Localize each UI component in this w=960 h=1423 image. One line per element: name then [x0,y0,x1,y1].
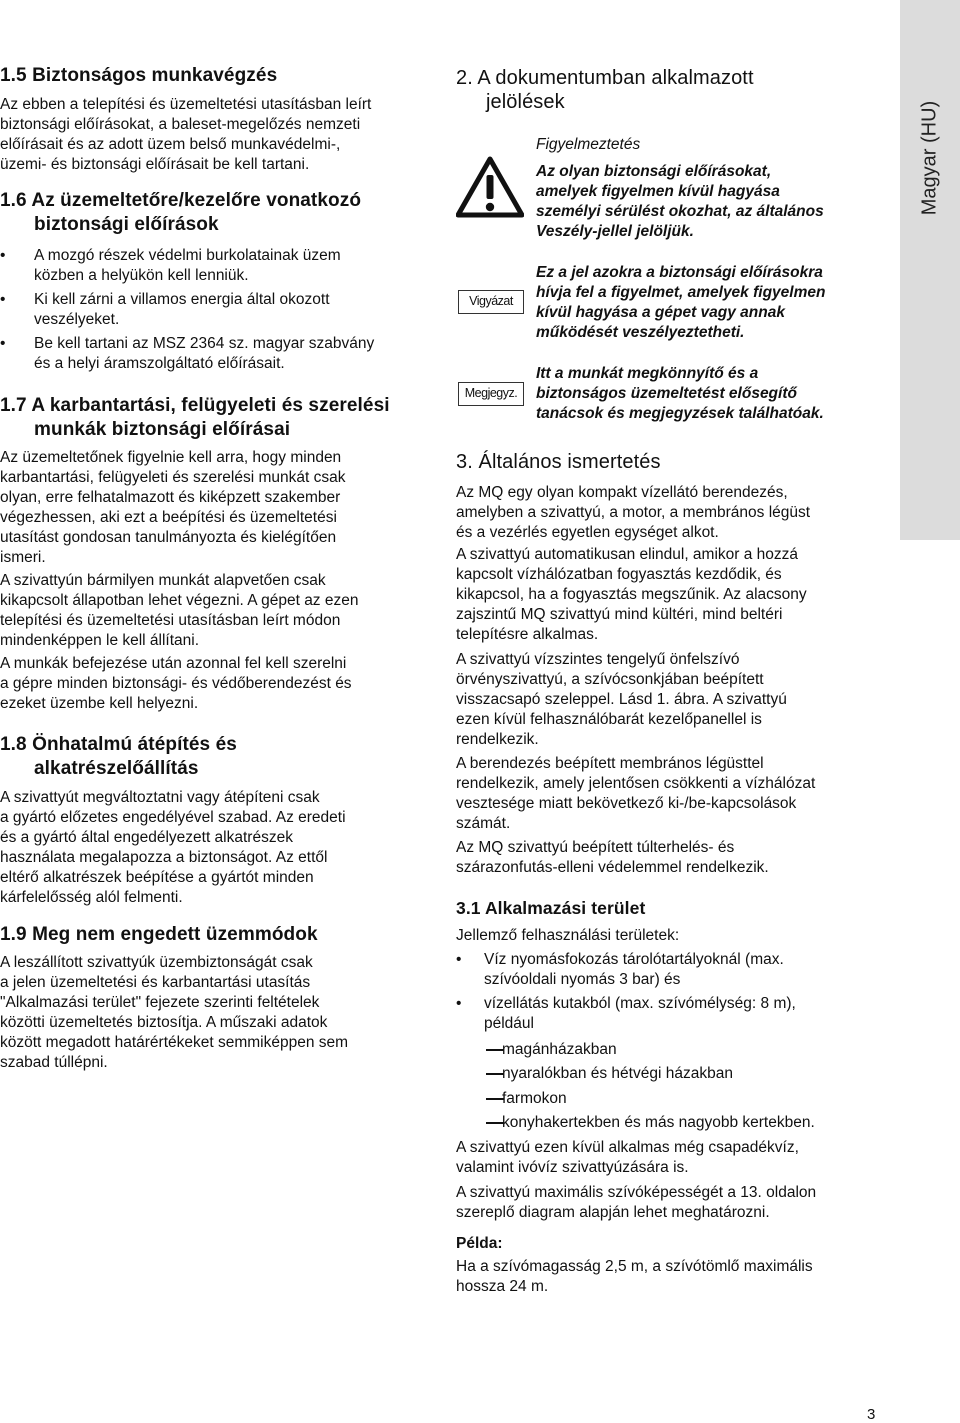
text-line: Az olyan biztonsági előírásokat, [536,163,772,180]
page-number: 3 [867,1406,876,1423]
text-line: telepítésre alkalmas. [456,626,599,643]
text-line: például [484,1015,534,1032]
bullet-dot: • [0,291,6,308]
title-line: munkák biztonsági előírásai [34,419,291,440]
section-3-1-intro: Jellemző felhasználási területek: [456,927,680,944]
text-line: mindenképpen le kell állítani. [0,632,200,649]
text-line: vízellátás kutakból (max. szívómélység: 8 m), [484,995,796,1012]
warning-text [536,162,824,242]
title-line: biztonsági előírások [34,214,219,235]
bullet-dot: • [0,335,6,352]
caution-label-box: Vigyázat [458,290,524,314]
section-1-8-title [0,733,237,781]
bullet-item [456,950,896,990]
section-3-1-title: 3.1 Alkalmazási terület [456,898,646,918]
title-line: 1.6 Az üzemeltetőre/kezelőre vonatkozó [0,190,362,211]
text-line: A szivattyú maximális szívóképességét a 13. oldalon [456,1184,817,1201]
text-line: utasítást gondosan tanulmányozta és kielégítően [0,529,337,546]
text-line: tanácsok és megjegyzések találhatóak. [536,405,824,422]
warning-title: Figyelmeztetés [536,136,641,153]
text-line: között megadott határértékeket semmiképpen sem [0,1034,349,1051]
text-line: a gyártó előzetes engedélyével szabad. Az eredeti [0,809,346,826]
title-line: jelölések [486,91,565,113]
text-line: A szivattyún bármilyen munkát alapvetően csak [0,572,326,589]
section-3-1-paragraph-1 [456,1138,799,1178]
dash-item [486,1089,886,1109]
dash-item-label: farmokon [502,1090,567,1107]
note-text [536,364,824,424]
text-line: Ha a szívómagasság 2,5 m, a szívótömlő maximális [456,1258,813,1275]
text-line: Az MQ szivattyú beépített túlterhelés- és [456,839,735,856]
text-line: közötti üzemeltetés biztosítja. A műszaki adatok [0,1014,328,1031]
text-line: A leszállított szivattyúk üzembiztonságát csak [0,954,313,971]
bullet-item [0,290,415,330]
section-3-paragraph-3 [456,650,787,750]
language-tab-label: Magyar (HU) [918,100,941,216]
text-line: kapcsolt vízhálózatban fogyasztás kezdődik, és [456,566,782,583]
text-line: telepítési és üzemeltetési utasításban leírt módon [0,612,341,629]
section-3-paragraph-5 [456,838,769,878]
text-line: zajszintű MQ szivattyú mind kültéri, mind beltéri [456,606,783,623]
text-line: amelyben a szivattyú, a motor, a membrános légüst [456,504,811,521]
section-3-paragraph-1 [456,483,810,543]
dash-item [486,1113,886,1133]
section-3-paragraph-4 [456,754,815,834]
text-line: szereplő diagram alapján lehet meghatározni. [456,1204,770,1221]
text-line: "Alkalmazási terület" fejezete szerinti feltételek [0,994,320,1011]
text-line: rendelkezik, amely jelentősen csökkenti a vízhálózat [456,775,816,792]
section-1-8-body [0,788,346,908]
text-line: veszélyeket. [34,311,120,328]
text-line: Be kell tartani az MSZ 2364 sz. magyar szabvány [34,335,375,352]
text-line: karbantartási, felügyeleti és szerelési munkát csak [0,469,346,486]
bullet-item [0,334,415,374]
section-1-7-title [0,394,390,442]
note-label-box: Megjegyz. [458,382,524,406]
text-line: kívül hagyása a gépet vagy annak [536,304,785,321]
dash-item [486,1064,886,1084]
dash-item-label: magánházakban [502,1041,617,1058]
title-line: 2. A dokumentumban alkalmazott [456,67,754,89]
bullet-dot: • [456,951,462,968]
text-line: A szivattyú vízszintes tengelyű önfelszívó [456,651,740,668]
text-line: Az MQ egy olyan kompakt vízellátó berendezés, [456,484,788,501]
text-line: ezeket üzembe kell helyezni. [0,695,199,712]
text-line: visszacsapó szeleppel. Lásd 1. ábra. A szivattyú [456,691,787,708]
warning-triangle-icon [456,156,524,218]
text-line: A berendezés beépített membrános légüsttel [456,755,764,772]
text-line: valamint ivóvíz szivattyúzására is. [456,1159,689,1176]
section-1-7-paragraph-3 [0,654,352,714]
text-line: Az ebben a telepítési és üzemeltetési utasításban leírt [0,96,372,113]
text-line: Ki kell zárni a villamos energia által okozott [34,291,330,308]
text-line: személyi sérülést okozhat, az általános [536,203,824,220]
section-1-9-title: 1.9 Meg nem engedett üzemmódok [0,924,318,945]
text-line: és a gyártó által engedélyezett alkatrészek [0,829,293,846]
text-line: kikapcsol, ha a fogyasztás megszűnik. Az alacsony [456,586,807,603]
dash-item [486,1040,886,1060]
text-line: amelyek figyelmen kívül hagyása [536,183,780,200]
text-line: előírásait és az adott üzem belső munkavédelmi-, [0,136,341,153]
text-line: ismeri. [0,549,46,566]
text-line: rendelkezik. [456,731,539,748]
text-line: A munkák befejezése után azonnal fel kell szerelni [0,655,347,672]
section-3-title: 3. Általános ismertetés [456,451,661,473]
text-line: vesztesége miatt bekövetkező ki-/be-kapcsolások [456,795,797,812]
bullet-dot: • [456,995,462,1012]
title-line: 1.7 A karbantartási, felügyeleti és szerelési [0,395,390,416]
section-1-9-body [0,953,348,1073]
bullet-item [456,994,896,1034]
text-line: szívóoldali nyomás 3 bar) és [484,971,681,988]
text-line: számát. [456,815,511,832]
section-1-5-title: 1.5 Biztonságos munkavégzés [0,65,278,86]
text-line: Itt a munkát megkönnyítő és a [536,365,759,382]
section-1-5-body [0,95,371,175]
text-line: a gépre minden biztonsági- és védőberendezést és [0,675,352,692]
text-line: A mozgó részek védelmi burkolatainak üzem [34,247,341,264]
section-2-title [456,66,754,114]
text-line: a jelen üzemeltetési és karbantartási utasítás [0,974,311,991]
text-line: kárfelelősség alól felmenti. [0,889,183,906]
dash-item-label: konyhakertekben és más nagyobb kertekben. [502,1114,815,1131]
bullet-item [0,246,415,286]
text-line: biztonságos üzemeltetést elősegítő [536,385,797,402]
text-line: üzemi- és biztonsági előírásait be kell tartani. [0,156,310,173]
example-label: Példa: [456,1235,503,1252]
text-line: biztonsági előírásokat, a baleset-megelőzés nemzeti [0,116,361,133]
text-line: Az üzemeltetőnek figyelnie kell arra, hogy minden [0,449,342,466]
text-line: ezen kívül felhasználóbarát kezelőpanellel is [456,711,762,728]
title-line: 1.8 Önhatalmú átépítés és [0,734,237,755]
text-line: és a vezérlés egyetlen egységet alkot. [456,524,719,541]
text-line: és a helyi áramszolgáltató előírásait. [34,355,285,372]
text-line: A szivattyú ezen kívül alkalmas még csapadékvíz, [456,1139,799,1156]
bullet-dot: • [0,247,6,264]
caution-text [536,263,825,343]
text-line: működését veszélyeztetheti. [536,324,745,341]
text-line: közben a helyükön kell lenniük. [34,267,249,284]
text-line: végezhessen, aki ezt a beépítési és üzemeltetési [0,509,337,526]
section-3-paragraph-2 [456,545,807,645]
text-line: szárazonfutás-elleni védelemmel rendelkezik. [456,859,769,876]
text-line: A szivattyú automatikusan elindul, amikor a hozzá [456,546,799,563]
section-1-6-title [0,189,361,237]
section-1-7-paragraph-1 [0,448,345,568]
text-line: Veszély-jellel jelöljük. [536,223,694,240]
language-tab [900,0,960,540]
text-line: örvényszivattyú, a szívócsonkjában beépített [456,671,764,688]
text-line: Ez a jel azokra a biztonsági előírásokra [536,264,823,281]
dash-item-label: nyaralókban és hétvégi házakban [502,1065,733,1082]
section-3-1-paragraph-2 [456,1183,816,1223]
text-line: szabad túllépni. [0,1054,108,1071]
text-line: kikapcsolt állapotban lehet végezni. A gépet az ezen [0,592,359,609]
text-line: hossza 24 m. [456,1278,549,1295]
section-1-7-paragraph-2 [0,571,358,651]
text-line: eltérő alkatrészek beépítése a gyártót minden [0,869,314,886]
text-line: használata megalapozza a biztonságot. Az ettől [0,849,328,866]
text-line: olyan, erre felhatalmazott és kiképzett szakember [0,489,341,506]
title-line: alkatrészelőállítás [34,758,199,779]
text-line: hívja fel a figyelmet, amelyek figyelmen [536,284,826,301]
text-line: A szivattyút megváltoztatni vagy átépíteni csak [0,789,320,806]
example-text [456,1257,813,1297]
text-line: Víz nyomásfokozás tárolótartályoknál (max. [484,951,784,968]
